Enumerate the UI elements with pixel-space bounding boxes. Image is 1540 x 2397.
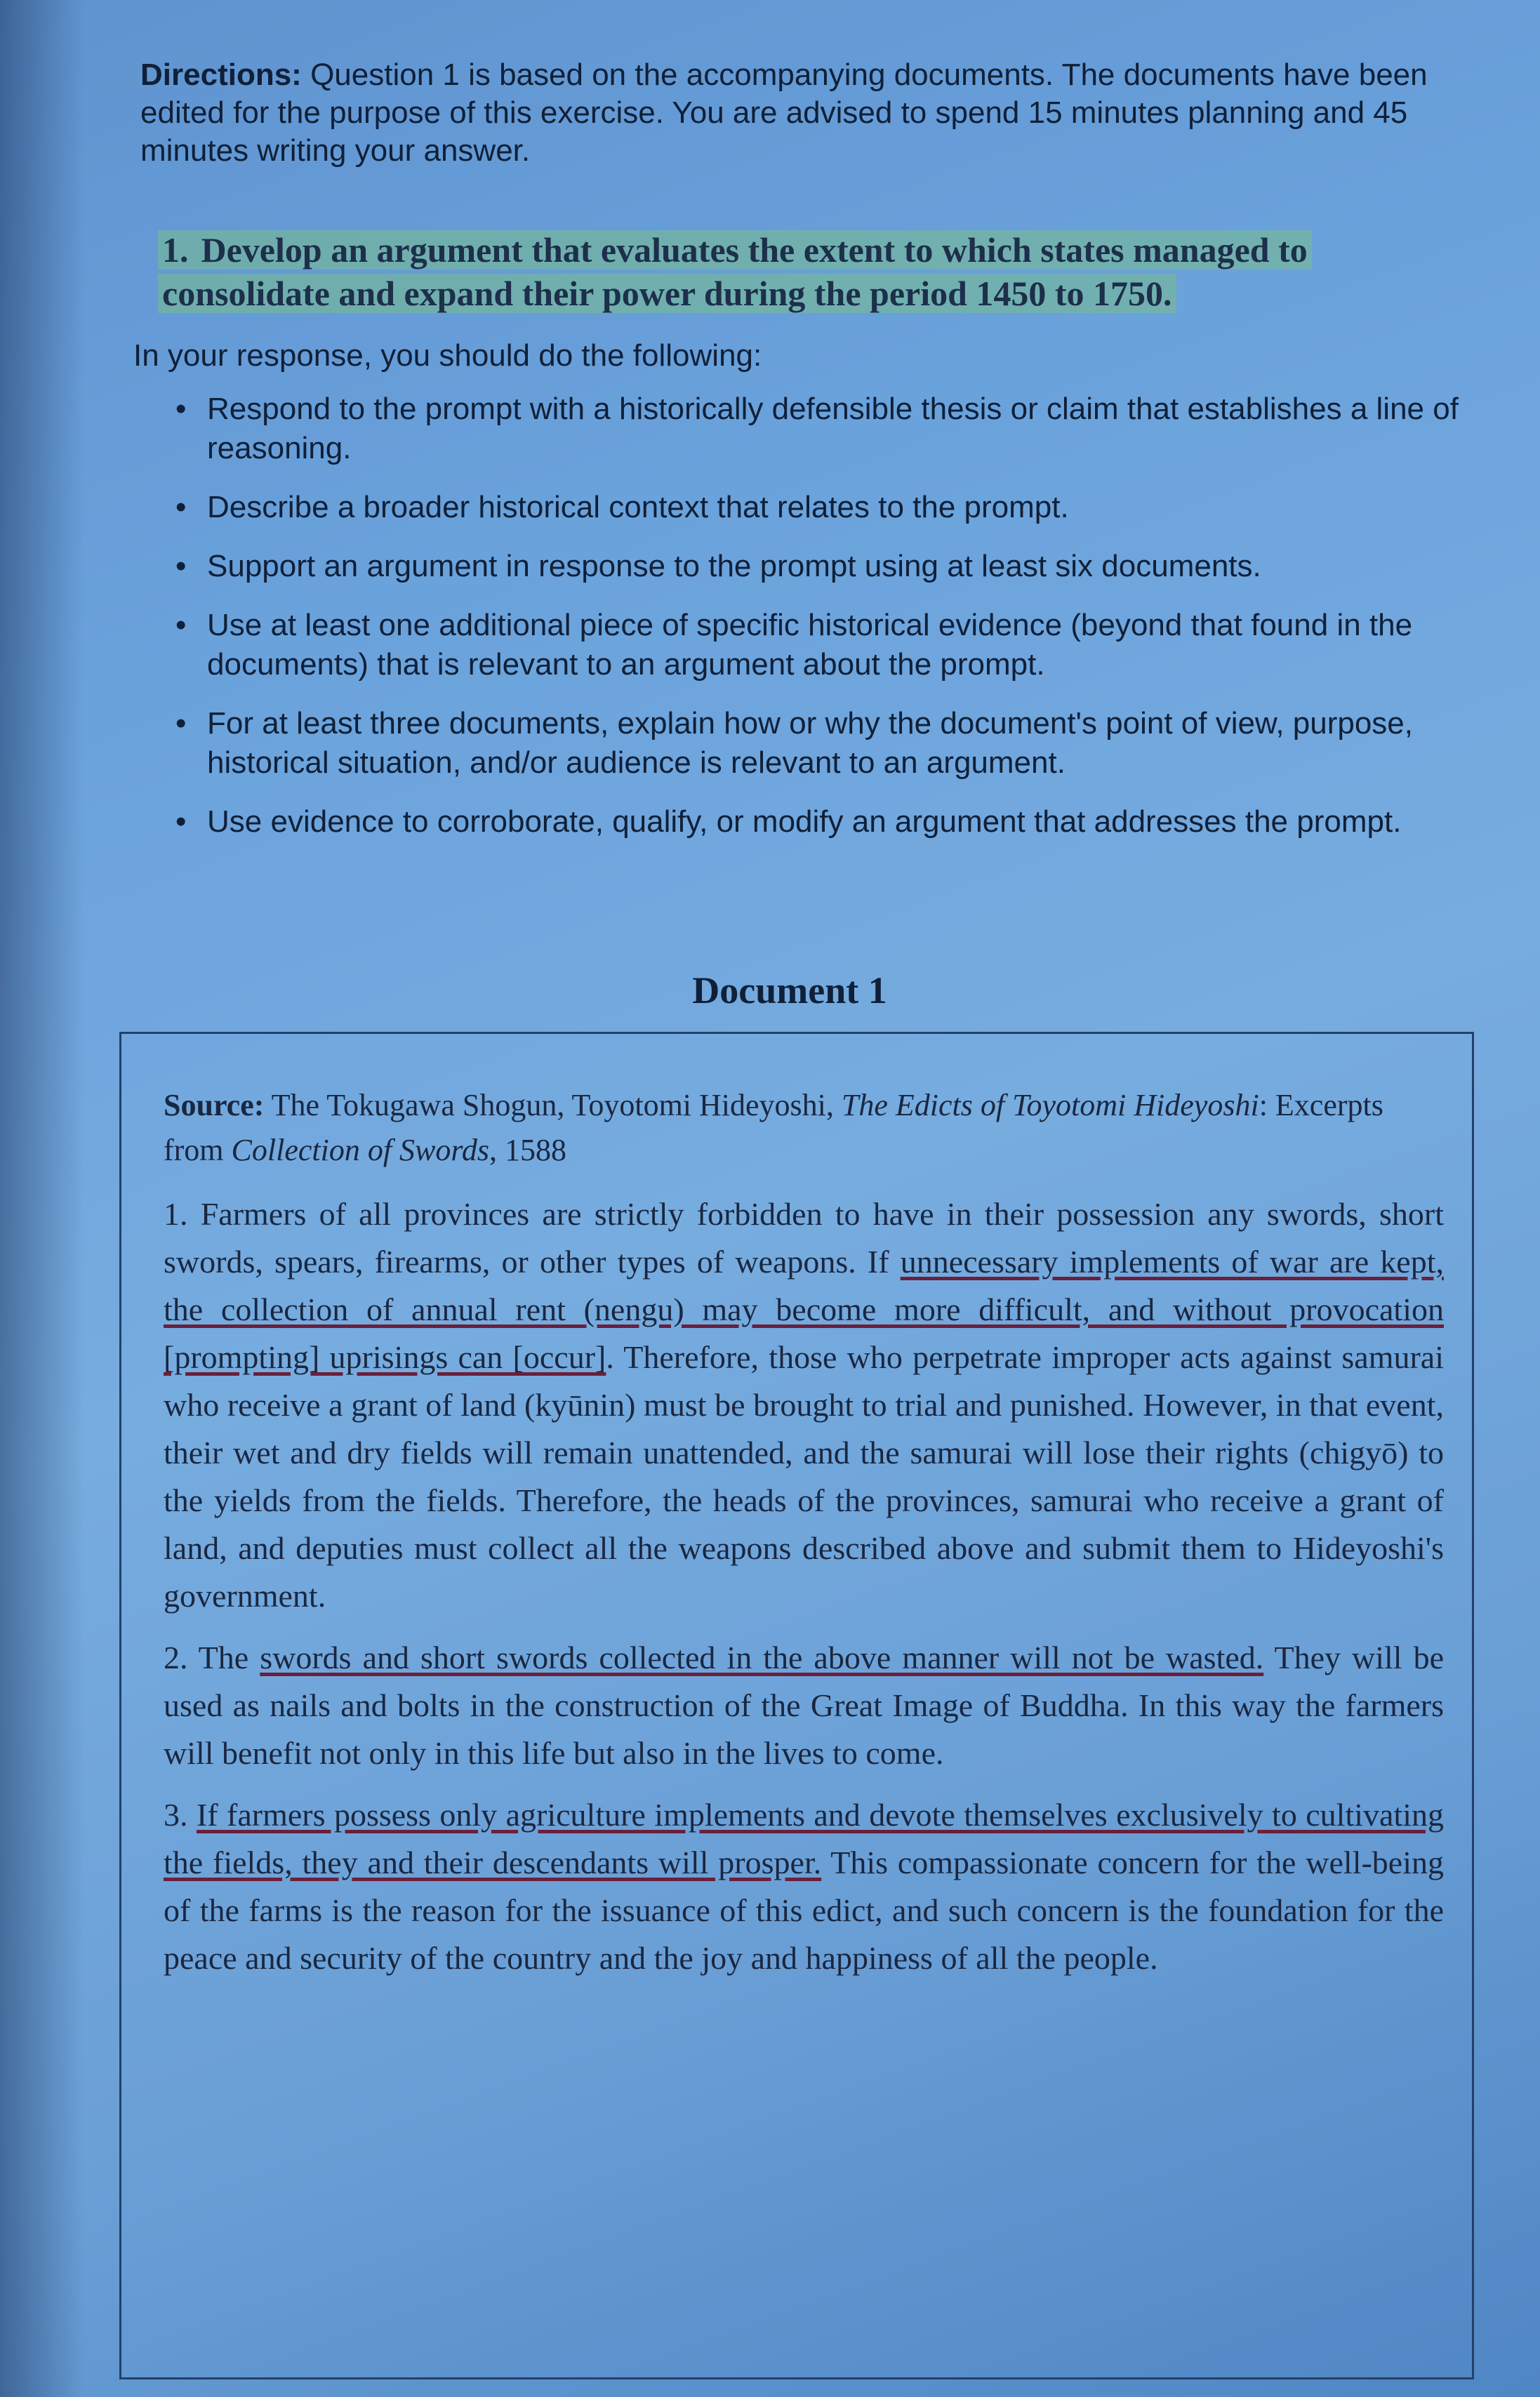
bullet-glyph: •: [175, 706, 187, 741]
instructions-list: [175, 390, 1509, 861]
document-title: Document 1: [692, 969, 887, 1011]
list-item-text: Use evidence to corroborate, qualify, or modify an argument that addresses the prompt.: [207, 804, 1402, 839]
list-item: [175, 547, 1509, 586]
handwritten-underline-text: swords and short swords collected in the above manner will not be wasted.: [260, 1640, 1264, 1675]
list-item: [175, 802, 1509, 842]
paragraph-text: This compassionate concern for the well-being of the farms is the reason for the issuance of this edict, and such concern is the foundation for the peace and security of the country and the joy and happiness of all the people.: [164, 1845, 1444, 1976]
directions-paragraph: [140, 56, 1474, 170]
source-work-title: The Edicts of Toyotomi Hideyoshi: [841, 1088, 1259, 1122]
bullet-glyph: •: [175, 804, 187, 839]
directions-text: Question 1 is based on the accompanying documents. The documents have been edited for the purpose of this exercise. You are advised to spend 15 minutes planning and 45 minutes writing your answer.: [140, 58, 1428, 168]
source-author: The Tokugawa Shogun, Toyotomi Hideyoshi,: [271, 1088, 834, 1122]
document-paragraph-2: [164, 1634, 1444, 1777]
list-item: [175, 390, 1509, 468]
list-item: [175, 606, 1509, 684]
list-item: [175, 704, 1509, 783]
source-connector: : Excerpts from: [164, 1088, 1383, 1167]
paragraph-text: 3.: [164, 1797, 188, 1833]
handwritten-underline-text: If farmers possess only agriculture implements and devote themselves exclusively to cultivating the fields, they and their descendants will prosper.: [164, 1797, 1445, 1880]
question-text: Develop an argument that evaluates the extent to which states managed to consolidate and expand their power during the period 1450 to 1750.: [162, 230, 1308, 313]
photo-edge-shadow: [0, 0, 84, 2397]
question-prompt: [158, 228, 1463, 315]
list-item-text: Describe a broader historical context that relates to the prompt.: [207, 490, 1069, 524]
source-label: Source:: [164, 1088, 265, 1122]
list-item-text: Support an argument in response to the prompt using at least six documents.: [207, 549, 1261, 583]
directions-label: Directions:: [140, 58, 302, 92]
list-item: [175, 488, 1509, 527]
paragraph-text: 2. The: [164, 1640, 249, 1675]
paragraph-text: They will be used as nails and bolts in the construction of the Great Image of Buddha. In this way the farmers will benefit not only in this life but also in the lives to come.: [164, 1640, 1444, 1771]
paragraph-text: 1. Farmers of all provinces are strictly forbidden to have in their possession any swords, short swords, spears, firearms, or other types of weapons. If: [164, 1196, 1444, 1280]
paragraph-text: . Therefore, those who perpetrate improper acts against samurai who receive a grant of land (kyūnin) must be brought to trial and punished. However, in that event, their wet and dry fields will remain unattended, and the samurai will lose their rights (chigyō) to the yields from the fields. Therefore, the heads of the provinces, samurai who receive a grant of land, and deputies must collect all the weapons described above and submit them to Hideyoshi's government.: [164, 1339, 1444, 1614]
bullet-glyph: •: [175, 392, 187, 426]
document-source: [164, 1083, 1444, 1173]
question-number: 1.: [162, 230, 189, 270]
handwritten-underline-text: unnecessary implements of war are kept, the collection of annual rent (nengu) may become more difficult, and without provocation [prompting] uprisings can [occur]: [164, 1244, 1444, 1375]
bullet-glyph: •: [175, 549, 187, 583]
bullet-glyph: •: [175, 490, 187, 524]
document-paragraph-1: [164, 1190, 1444, 1620]
bullet-glyph: •: [175, 608, 187, 642]
list-item-text: For at least three documents, explain how or why the document's point of view, purpose, historical situation, and/or audience is relevant to an argument.: [207, 706, 1413, 780]
source-collection-title: Collection of Swords: [231, 1133, 490, 1167]
list-item-text: Respond to the prompt with a historically defensible thesis or claim that establishes a line of reasoning.: [207, 392, 1459, 465]
worksheet-page: [133, 56, 1509, 2372]
document-paragraph-3: [164, 1791, 1444, 1982]
list-item-text: Use at least one additional piece of specific historical evidence (beyond that found in the documents) that is relevant to an argument about the prompt.: [207, 608, 1413, 682]
source-year: , 1588: [489, 1133, 567, 1167]
instructions-intro: In your response, you should do the following:: [133, 338, 762, 373]
document-box: [119, 1032, 1474, 2379]
